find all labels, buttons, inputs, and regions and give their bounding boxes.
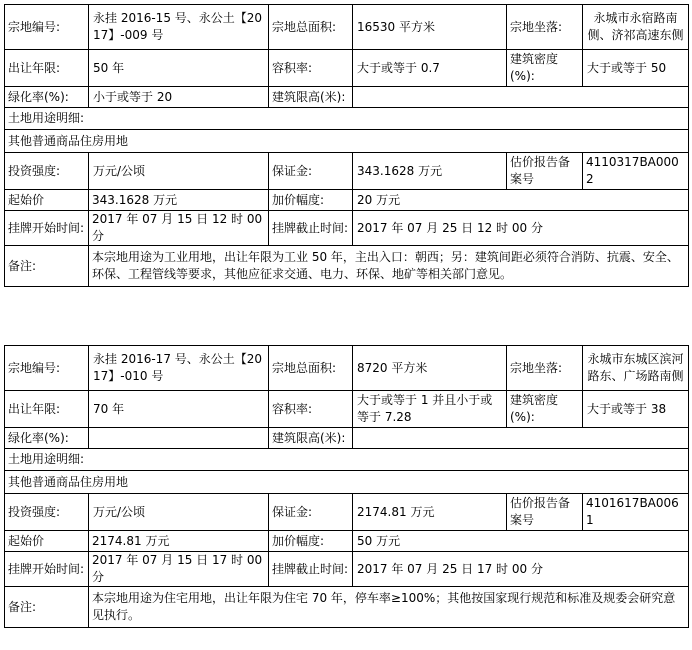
deposit-label: 保证金: [269, 494, 353, 531]
green-rate-label: 绿化率(%): [5, 87, 89, 108]
table-row [5, 587, 689, 628]
height-limit-value [353, 428, 689, 449]
listing-start-value: 2017 年 07 月 15 日 17 时 00 分 [89, 552, 269, 587]
table-row [5, 211, 689, 246]
start-price-label: 起始价 [5, 190, 89, 211]
land-use-detail-label: 土地用途明细: [5, 449, 689, 471]
term-value: 50 年 [89, 50, 269, 87]
listing-end-label: 挂牌截止时间: [269, 211, 353, 246]
table-row [5, 391, 689, 428]
table-row [5, 531, 689, 552]
green-rate-value [89, 428, 269, 449]
location-value: 永城市东城区滨河路东、广场路南侧 [583, 346, 689, 391]
term-value: 70 年 [89, 391, 269, 428]
appraisal-label: 估价报告备案号 [507, 494, 583, 531]
term-label: 出让年限: [5, 50, 89, 87]
remarks-value: 本宗地用途为工业用地，出让年限为工业 50 年，主出入口：朝西；另：建筑间距必须符合消防、抗震、安全、环保、工程管线等要求，其他应征求交通、电力、环保、地矿等相关部门意见。 [89, 246, 689, 287]
parcel-no-value: 永挂 2016-15 号、永公土【2017】-009 号 [89, 5, 269, 50]
appraisal-value: 4101617BA0061 [583, 494, 689, 531]
plot-ratio-label: 容积率: [269, 391, 353, 428]
total-area-value: 8720 平方米 [353, 346, 507, 391]
appraisal-label: 估价报告备案号 [507, 153, 583, 190]
investment-value: 万元/公顷 [89, 494, 269, 531]
investment-label: 投资强度: [5, 153, 89, 190]
term-label: 出让年限: [5, 391, 89, 428]
land-use-value: 其他普通商品住房用地 [5, 130, 689, 153]
table-row [5, 108, 689, 130]
remarks-label: 备注: [5, 587, 89, 628]
listing-end-value: 2017 年 07 月 25 日 17 时 00 分 [353, 552, 689, 587]
plot-ratio-label: 容积率: [269, 50, 353, 87]
deposit-value: 2174.81 万元 [353, 494, 507, 531]
land-parcel-table [4, 4, 689, 287]
building-density-value: 大于或等于 38 [583, 391, 689, 428]
increment-value: 50 万元 [353, 531, 689, 552]
listing-start-label: 挂牌开始时间: [5, 552, 89, 587]
parcel-no-label: 宗地编号: [5, 346, 89, 391]
table-row [5, 50, 689, 87]
plot-ratio-value: 大于或等于 1 并且小于或等于 7.28 [353, 391, 507, 428]
green-rate-value: 小于或等于 20 [89, 87, 269, 108]
listing-end-label: 挂牌截止时间: [269, 552, 353, 587]
remarks-label: 备注: [5, 246, 89, 287]
land-parcel-table [4, 345, 689, 628]
table-row [5, 494, 689, 531]
table-row [5, 87, 689, 108]
land-use-detail-label: 土地用途明细: [5, 108, 689, 130]
appraisal-value: 4110317BA0002 [583, 153, 689, 190]
plot-ratio-value: 大于或等于 0.7 [353, 50, 507, 87]
parcel-table-1 [4, 4, 688, 287]
increment-label: 加价幅度: [269, 531, 353, 552]
height-limit-value [353, 87, 689, 108]
table-row [5, 130, 689, 153]
building-density-label: 建筑密度(%): [507, 391, 583, 428]
table-row [5, 5, 689, 50]
parcel-no-label: 宗地编号: [5, 5, 89, 50]
table-row [5, 246, 689, 287]
location-label: 宗地坐落: [507, 346, 583, 391]
location-label: 宗地坐落: [507, 5, 583, 50]
investment-label: 投资强度: [5, 494, 89, 531]
table-row [5, 190, 689, 211]
deposit-value: 343.1628 万元 [353, 153, 507, 190]
increment-label: 加价幅度: [269, 190, 353, 211]
height-limit-label: 建筑限高(米): [269, 87, 353, 108]
remarks-value: 本宗地用途为住宅用地，出让年限为住宅 70 年，停车率≥100%；其他按国家现行规范和标准及规委会研究意见执行。 [89, 587, 689, 628]
location-value: 永城市永宿路南侧、济祁高速东侧 [583, 5, 689, 50]
land-use-value: 其他普通商品住房用地 [5, 471, 689, 494]
parcel-table-2 [4, 345, 688, 628]
table-row [5, 552, 689, 587]
deposit-label: 保证金: [269, 153, 353, 190]
parcel-no-value: 永挂 2016-17 号、永公土【2017】-010 号 [89, 346, 269, 391]
start-price-value: 2174.81 万元 [89, 531, 269, 552]
start-price-value: 343.1628 万元 [89, 190, 269, 211]
building-density-value: 大于或等于 50 [583, 50, 689, 87]
table-row [5, 153, 689, 190]
increment-value: 20 万元 [353, 190, 689, 211]
listing-start-label: 挂牌开始时间: [5, 211, 89, 246]
total-area-value: 16530 平方米 [353, 5, 507, 50]
height-limit-label: 建筑限高(米): [269, 428, 353, 449]
table-row [5, 428, 689, 449]
listing-start-value: 2017 年 07 月 15 日 12 时 00 分 [89, 211, 269, 246]
table-row [5, 471, 689, 494]
table-row [5, 346, 689, 391]
table-row [5, 449, 689, 471]
investment-value: 万元/公顷 [89, 153, 269, 190]
total-area-label: 宗地总面积: [269, 346, 353, 391]
building-density-label: 建筑密度(%): [507, 50, 583, 87]
total-area-label: 宗地总面积: [269, 5, 353, 50]
green-rate-label: 绿化率(%): [5, 428, 89, 449]
listing-end-value: 2017 年 07 月 25 日 12 时 00 分 [353, 211, 689, 246]
start-price-label: 起始价 [5, 531, 89, 552]
